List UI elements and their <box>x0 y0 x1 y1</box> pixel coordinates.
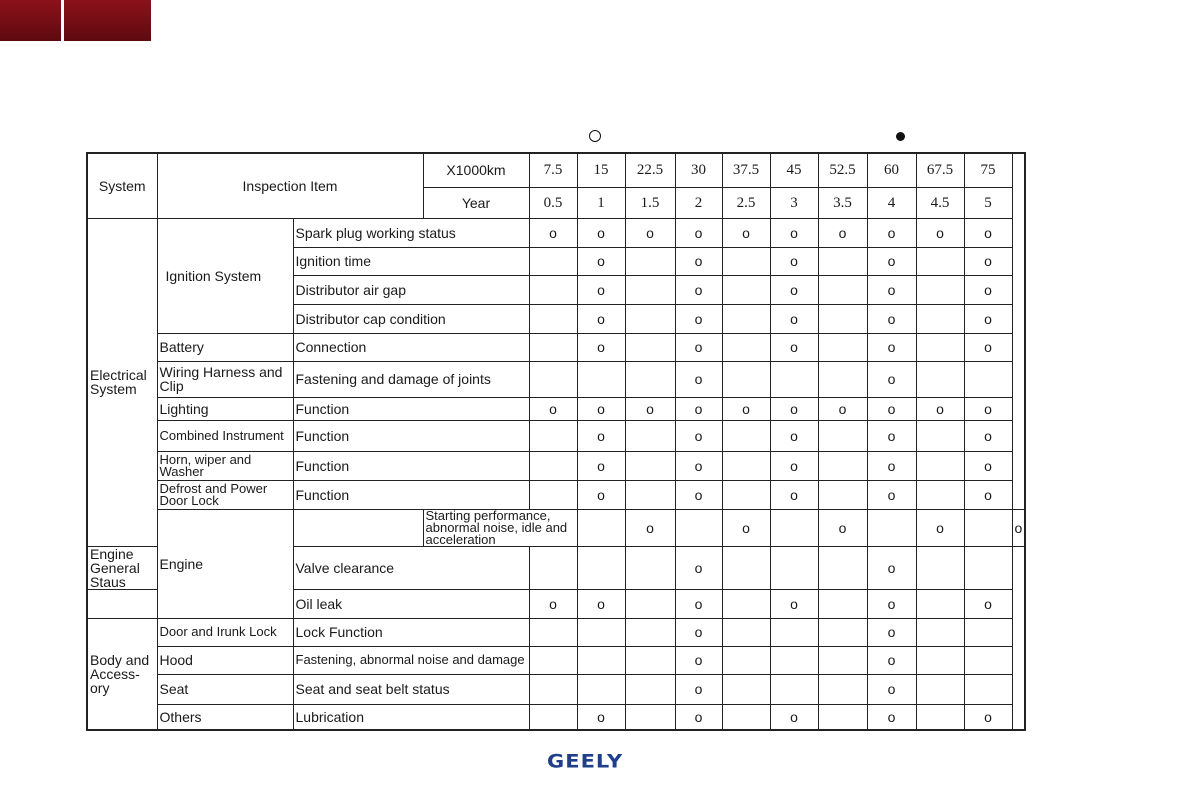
check-mark: o <box>529 589 577 618</box>
empty-cell <box>577 509 625 546</box>
header-system: System <box>87 153 157 218</box>
check-mark: o <box>770 218 818 247</box>
empty-cell <box>722 333 770 361</box>
header-inspection-item: Inspection Item <box>157 153 423 218</box>
check-mark: o <box>916 397 964 420</box>
empty-cell <box>916 618 964 646</box>
empty-cell <box>529 361 577 397</box>
empty-cell <box>964 361 1012 397</box>
maintenance-table <box>86 152 1026 731</box>
empty-cell <box>722 361 770 397</box>
empty-cell <box>529 304 577 333</box>
empty-cell <box>818 275 867 304</box>
empty-cell <box>722 420 770 451</box>
empty-cell <box>529 275 577 304</box>
subsystem-lighting: Lighting <box>157 397 293 420</box>
empty-cell <box>625 618 675 646</box>
check-mark: o <box>867 333 916 361</box>
empty-cell <box>577 618 625 646</box>
empty-cell <box>770 546 818 589</box>
inspection-item: Fastening and damage of joints <box>293 361 529 397</box>
check-mark: o <box>770 304 818 333</box>
inspection-item: Function <box>293 397 529 420</box>
empty-cell <box>818 618 867 646</box>
check-mark: o <box>818 509 867 546</box>
check-mark: o <box>964 304 1012 333</box>
inspection-item: Fastening, abnormal noise and damage <box>293 646 529 674</box>
subsystem-defrost: Defrost and Power Door Lock <box>157 480 293 509</box>
table-row <box>87 333 1025 361</box>
empty-cell <box>722 451 770 480</box>
check-mark: o <box>867 546 916 589</box>
inspection-item: Connection <box>293 333 529 361</box>
empty-cell <box>529 674 577 704</box>
empty-cell <box>529 333 577 361</box>
empty-cell <box>722 704 770 730</box>
subsystem-empty <box>87 589 157 618</box>
check-mark: o <box>964 451 1012 480</box>
check-mark: o <box>577 397 625 420</box>
check-mark: o <box>770 420 818 451</box>
check-mark: o <box>964 480 1012 509</box>
subsystem-ignition: Ignition System <box>157 218 293 333</box>
empty-cell <box>529 646 577 674</box>
year-value: 2 <box>675 187 722 218</box>
check-mark: o <box>867 674 916 704</box>
empty-cell <box>625 361 675 397</box>
empty-cell <box>529 420 577 451</box>
check-mark: o <box>867 480 916 509</box>
empty-cell <box>770 674 818 704</box>
subsystem-door: Door and Irunk Lock <box>157 618 293 646</box>
empty-cell <box>625 646 675 674</box>
check-mark: o <box>964 247 1012 275</box>
check-mark: o <box>577 420 625 451</box>
empty-cell <box>722 646 770 674</box>
empty-cell <box>964 618 1012 646</box>
empty-cell <box>529 546 577 589</box>
check-mark: o <box>625 397 675 420</box>
empty-cell <box>916 546 964 589</box>
check-mark: o <box>675 304 722 333</box>
legend-check-icon <box>589 130 601 142</box>
check-mark: o <box>675 618 722 646</box>
subsystem-empty <box>293 509 423 546</box>
check-mark: o <box>916 509 964 546</box>
inspection-item: Spark plug working status <box>293 218 529 247</box>
subsystem-hood: Hood <box>157 646 293 674</box>
check-mark: o <box>867 589 916 618</box>
check-mark: o <box>1012 509 1025 546</box>
km-value: 22.5 <box>625 153 675 187</box>
empty-cell <box>916 361 964 397</box>
year-value: 4.5 <box>916 187 964 218</box>
empty-cell <box>916 333 964 361</box>
check-mark: o <box>770 275 818 304</box>
year-value: 5 <box>964 187 1012 218</box>
header-tab-right <box>64 0 151 41</box>
check-mark: o <box>577 275 625 304</box>
subsystem-others: Others <box>157 704 293 730</box>
check-mark: o <box>675 218 722 247</box>
inspection-item: Distributor cap condition <box>293 304 529 333</box>
inspection-item: Valve clearance <box>293 546 529 589</box>
empty-cell <box>625 589 675 618</box>
check-mark: o <box>675 589 722 618</box>
year-value: 2.5 <box>722 187 770 218</box>
empty-cell <box>625 451 675 480</box>
check-mark: o <box>867 704 916 730</box>
empty-cell <box>770 646 818 674</box>
empty-cell <box>529 704 577 730</box>
check-mark: o <box>675 333 722 361</box>
legend-replace-icon <box>896 132 905 141</box>
check-mark: o <box>867 275 916 304</box>
empty-cell <box>964 546 1012 589</box>
year-value: 3.5 <box>818 187 867 218</box>
check-mark: o <box>770 397 818 420</box>
empty-cell <box>675 509 722 546</box>
empty-cell <box>867 509 916 546</box>
check-mark: o <box>722 218 770 247</box>
check-mark: o <box>577 333 625 361</box>
check-mark: o <box>577 480 625 509</box>
empty-cell <box>964 509 1012 546</box>
empty-cell <box>625 333 675 361</box>
header-km-label: X1000km <box>423 153 529 187</box>
check-mark: o <box>577 304 625 333</box>
check-mark: o <box>964 589 1012 618</box>
inspection-item: Ignition time <box>293 247 529 275</box>
empty-cell <box>818 546 867 589</box>
check-mark: o <box>675 674 722 704</box>
empty-cell <box>916 304 964 333</box>
year-value: 1.5 <box>625 187 675 218</box>
check-mark: o <box>770 247 818 275</box>
check-mark: o <box>675 397 722 420</box>
empty-cell <box>529 618 577 646</box>
check-mark: o <box>675 451 722 480</box>
empty-cell <box>818 247 867 275</box>
check-mark: o <box>675 247 722 275</box>
check-mark: o <box>964 397 1012 420</box>
empty-cell <box>625 546 675 589</box>
empty-cell <box>916 480 964 509</box>
inspection-item: Seat and seat belt status <box>293 674 529 704</box>
empty-cell <box>818 589 867 618</box>
year-value: 4 <box>867 187 916 218</box>
empty-cell <box>818 451 867 480</box>
check-mark: o <box>867 420 916 451</box>
check-mark: o <box>529 218 577 247</box>
check-mark: o <box>867 247 916 275</box>
check-mark: o <box>770 704 818 730</box>
empty-cell <box>818 674 867 704</box>
check-mark: o <box>867 451 916 480</box>
inspection-item: Distributor air gap <box>293 275 529 304</box>
check-mark: o <box>770 589 818 618</box>
check-mark: o <box>964 704 1012 730</box>
header-year-label: Year <box>423 187 529 218</box>
system-group-engine: Engine <box>157 509 293 618</box>
inspection-item: Lubrication <box>293 704 529 730</box>
subsystem-battery: Battery <box>157 333 293 361</box>
empty-cell <box>916 451 964 480</box>
check-mark: o <box>964 420 1012 451</box>
empty-cell <box>625 674 675 704</box>
empty-cell <box>770 509 818 546</box>
subsystem-instrument: Combined Instrument <box>157 420 293 451</box>
empty-cell <box>577 674 625 704</box>
check-mark: o <box>675 646 722 674</box>
empty-cell <box>577 646 625 674</box>
check-mark: o <box>675 704 722 730</box>
empty-cell <box>529 451 577 480</box>
empty-cell <box>916 589 964 618</box>
km-value: 30 <box>675 153 722 187</box>
check-mark: o <box>867 218 916 247</box>
check-mark: o <box>625 509 675 546</box>
check-mark: o <box>625 218 675 247</box>
empty-cell <box>625 480 675 509</box>
table-row <box>87 646 1025 674</box>
empty-cell <box>818 480 867 509</box>
table-row <box>87 480 1025 509</box>
check-mark: o <box>867 397 916 420</box>
subsystem-engine_general: Engine General Staus <box>87 546 157 589</box>
km-value: 60 <box>867 153 916 187</box>
empty-cell <box>818 646 867 674</box>
empty-cell <box>818 704 867 730</box>
empty-cell <box>722 618 770 646</box>
check-mark: o <box>770 333 818 361</box>
empty-cell <box>722 275 770 304</box>
year-value: 0.5 <box>529 187 577 218</box>
km-value: 15 <box>577 153 625 187</box>
check-mark: o <box>867 304 916 333</box>
year-value: 1 <box>577 187 625 218</box>
geely-logo: GEELY <box>547 750 624 772</box>
header-tab-left <box>0 0 61 41</box>
inspection-item: Function <box>293 480 529 509</box>
empty-cell <box>529 480 577 509</box>
check-mark: o <box>577 704 625 730</box>
empty-cell <box>818 361 867 397</box>
empty-cell <box>916 420 964 451</box>
km-value: 45 <box>770 153 818 187</box>
system-group-electrical: Electrical System <box>87 218 157 546</box>
check-mark: o <box>770 451 818 480</box>
empty-cell <box>964 646 1012 674</box>
empty-cell <box>625 704 675 730</box>
table-row <box>87 704 1025 730</box>
check-mark: o <box>675 361 722 397</box>
check-mark: o <box>818 218 867 247</box>
check-mark: o <box>770 480 818 509</box>
check-mark: o <box>916 218 964 247</box>
km-value: 67.5 <box>916 153 964 187</box>
table-row <box>87 618 1025 646</box>
table-row <box>87 420 1025 451</box>
empty-cell <box>722 304 770 333</box>
subsystem-seat: Seat <box>157 674 293 704</box>
table-row <box>87 218 1025 247</box>
empty-cell <box>916 275 964 304</box>
table-row <box>87 361 1025 397</box>
inspection-item: Function <box>293 420 529 451</box>
empty-cell <box>818 420 867 451</box>
empty-cell <box>722 546 770 589</box>
empty-cell <box>625 304 675 333</box>
check-mark: o <box>722 397 770 420</box>
table-row <box>87 509 1025 546</box>
year-value: 3 <box>770 187 818 218</box>
km-value: 52.5 <box>818 153 867 187</box>
check-mark: o <box>867 361 916 397</box>
check-mark: o <box>722 509 770 546</box>
check-mark: o <box>577 218 625 247</box>
check-mark: o <box>675 420 722 451</box>
table-row <box>87 451 1025 480</box>
empty-cell <box>916 646 964 674</box>
check-mark: o <box>964 275 1012 304</box>
empty-cell <box>964 674 1012 704</box>
system-group-body: Body and Access-ory <box>87 618 157 730</box>
check-mark: o <box>577 247 625 275</box>
empty-cell <box>625 275 675 304</box>
empty-cell <box>577 361 625 397</box>
check-mark: o <box>577 451 625 480</box>
check-mark: o <box>867 646 916 674</box>
km-value: 37.5 <box>722 153 770 187</box>
km-value: 7.5 <box>529 153 577 187</box>
km-value: 75 <box>964 153 1012 187</box>
table-row <box>87 674 1025 704</box>
empty-cell <box>722 674 770 704</box>
table-row <box>87 397 1025 420</box>
check-mark: o <box>577 589 625 618</box>
empty-cell <box>916 247 964 275</box>
subsystem-horn: Horn, wiper and Washer <box>157 451 293 480</box>
empty-cell <box>722 247 770 275</box>
empty-cell <box>625 247 675 275</box>
empty-cell <box>770 618 818 646</box>
subsystem-harness: Wiring Harness and Clip <box>157 361 293 397</box>
check-mark: o <box>675 275 722 304</box>
empty-cell <box>770 361 818 397</box>
check-mark: o <box>964 218 1012 247</box>
empty-cell <box>916 674 964 704</box>
empty-cell <box>722 589 770 618</box>
check-mark: o <box>818 397 867 420</box>
check-mark: o <box>529 397 577 420</box>
empty-cell <box>722 480 770 509</box>
check-mark: o <box>675 546 722 589</box>
empty-cell <box>529 247 577 275</box>
inspection-item: Oil leak <box>293 589 529 618</box>
empty-cell <box>916 704 964 730</box>
empty-cell <box>818 333 867 361</box>
empty-cell <box>818 304 867 333</box>
check-mark: o <box>675 480 722 509</box>
check-mark: o <box>867 618 916 646</box>
inspection-item: Starting performance, abnormal noise, idle and acceleration <box>423 509 577 546</box>
inspection-item: Function <box>293 451 529 480</box>
inspection-item: Lock Function <box>293 618 529 646</box>
empty-cell <box>577 546 625 589</box>
check-mark: o <box>964 333 1012 361</box>
empty-cell <box>625 420 675 451</box>
